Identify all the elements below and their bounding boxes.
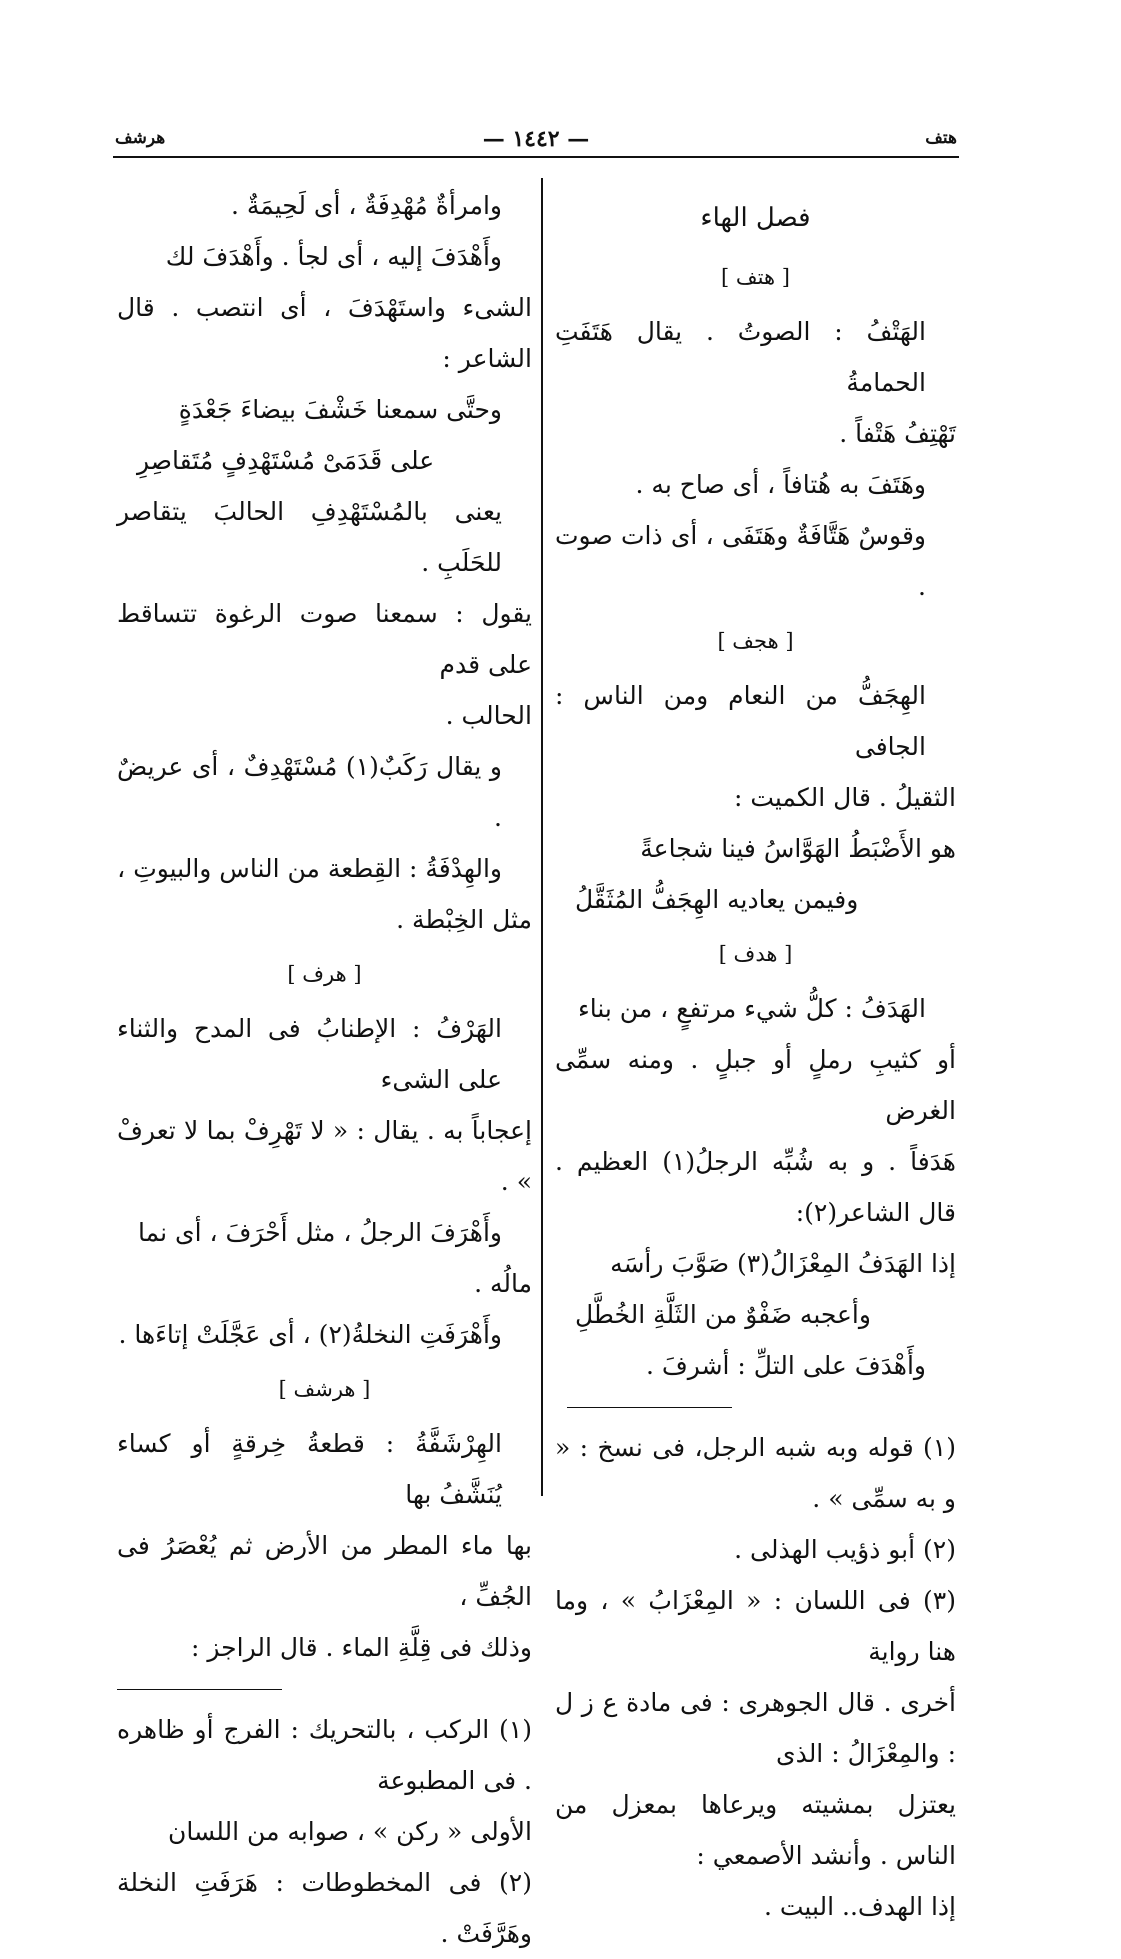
text-line: مثل الخِبْطة .: [396, 905, 532, 934]
text-line: الهَتْفُ : الصوتُ . يقال هَتَفَتِ الحمامةُ: [555, 317, 926, 397]
text-line: وقوسٌ هَتَّافَةٌ وهَتَفَى ، أى ذات صوت .: [555, 521, 926, 601]
entry-heading: [ هتف ]: [721, 265, 790, 289]
text-line: الشىء واستَهْدَفَ ، أى انتصب . قال الشاعر :: [117, 293, 532, 373]
entry-heading: [ هجف ]: [717, 629, 794, 653]
verse-line: على قَدَمَىْ مُسْتَهْدِفٍ مُتَقاصِرِ: [137, 446, 435, 475]
text-line: الهِرْشَفَّةُ : قطعةُ خِرقةٍ أو كساء يُنَشَّفُ بها: [117, 1429, 502, 1509]
verse-line: إذا الهَدَفُ المِعْزَالُ(٣) صَوَّبَ رأسَه: [610, 1249, 956, 1278]
text-line: وأَهْدَفَ إليه ، أى لجأ . وأَهْدَفَ لك: [165, 242, 502, 271]
header-root-right: هتف: [925, 128, 957, 148]
verse-line: وأعجبه ضَفْوٌ من الثَلَّةِ الخُطَّلِ: [575, 1300, 871, 1329]
footnote: (٢) أبو ذؤيب الهذلى .: [734, 1535, 956, 1564]
verse-line: وفيمن يعاديه الهِجَفُّ المُثَقَّلُ: [575, 885, 859, 914]
text-line: وامرأةٌ مُهْدِفَةٌ ، أى لَحِيمَةٌ .: [230, 191, 502, 220]
column-divider: [541, 178, 543, 1496]
footnote: (١) قوله وبه شبه الرجل، فى نسخ : « و به سمِّى » .: [555, 1433, 956, 1513]
text-line: وأَهْرَفَتِ النخلةُ(٢) ، أى عَجَّلَتْ إتاءَها .: [118, 1320, 502, 1349]
text-line: الهِجَفُّ من النعام ومن الناس : الجافى: [555, 681, 926, 761]
text-line: إعجاباً به . يقال : « لا تَهْرِفْ بما لا تعرفْ » .: [117, 1116, 532, 1196]
text-line: الهَرْفُ : الإطنابُ فى المدح والثناء على الشىء: [117, 1014, 502, 1094]
text-line: تَهْتِفُ هَتْفاً .: [839, 419, 956, 448]
text-line: مالُه .: [474, 1269, 532, 1298]
right-column: [555, 188, 956, 1932]
footnote: إذا الهدف.. البيت .: [763, 1892, 956, 1921]
footnote: يعتزل بمشيته ويرعاها بمعزل من الناس . وأنشد الأصمعي :: [555, 1790, 956, 1870]
text-line: وهَتَفَ به هُتافاً ، أى صاح به .: [635, 470, 926, 499]
text-line: و يقال رَكَبٌ(١) مُسْتَهْدِفٌ ، أى عريضٌ .: [117, 752, 502, 832]
text-line: يقول : سمعنا صوت الرغوة تتساقط على قدم: [117, 599, 532, 679]
text-line: بها ماء المطر من الأرض ثم يُعْصَرُ فى الجُفِّ ،: [117, 1531, 532, 1611]
left-column: [117, 180, 532, 1959]
footnote: الأولى « ركن » ، صوابه من اللسان: [167, 1817, 532, 1846]
footnote: (١) الركب ، بالتحريك : الفرج أو ظاهره . فى المطبوعة: [117, 1715, 532, 1795]
footnote-rule: [117, 1689, 282, 1690]
text-line: الثقيلُ . قال الكميت :: [733, 783, 956, 812]
header-root-left: هرشف: [115, 128, 166, 148]
section-title: فصل الهاء: [700, 203, 811, 233]
verse-line: هو الأَضْبَطُ الهَوَّاسُ فينا شجاعةً: [640, 834, 956, 863]
footnote-rule: [567, 1407, 732, 1408]
text-line: هَدَفاً . و به شُبِّه الرجلُ(١) العظيم . قال الشاعر(٢):: [555, 1147, 956, 1227]
page-number: — ١٤٤٢ —: [482, 126, 590, 152]
entry-heading: [ هرشف ]: [278, 1377, 371, 1401]
entry-heading: [ هرف ]: [287, 962, 362, 986]
header-rule: [113, 156, 959, 158]
text-line: الهَدَفُ : كلُّ شيء مرتفعٍ ، من بناء: [577, 994, 926, 1023]
verse-line: وحتَّى سمعنا خَشْفَ بيضاءَ جَعْدَةٍ: [178, 395, 502, 424]
text-line: وذلك فى قِلَّةِ الماء . قال الراجز :: [191, 1633, 532, 1662]
text-line: الحالب .: [445, 701, 532, 730]
text-line: والهِدْفَةُ : القِطعة من الناس والبيوتِ ،: [117, 854, 502, 883]
footnote: (٣) فى اللسان : « المِعْزَابُ » ، وما هنا رواية: [555, 1586, 956, 1666]
footnote: (٢) فى المخطوطات : هَرَفَتِ النخلة وهَرَّفَتْ .: [117, 1868, 532, 1948]
text-line: أو كثيبِ رملٍ أو جبلٍ . ومنه سمِّى الغرض: [555, 1045, 956, 1125]
text-line: وأَهْرَفَ الرجلُ ، مثل أَحْرَفَ ، أى نما: [138, 1218, 502, 1247]
footnote: أخرى . قال الجوهرى : فى مادة ع ز ل : والمِعْزَالُ : الذى: [555, 1688, 956, 1768]
text-line: وأَهْدَفَ على التلِّ : أشرفَ .: [645, 1351, 926, 1380]
text-line: يعنى بالمُسْتَهْدِفِ الحالبَ يتقاصر للحَلَبِ .: [117, 497, 502, 577]
entry-heading: [ هدف ]: [718, 942, 793, 966]
